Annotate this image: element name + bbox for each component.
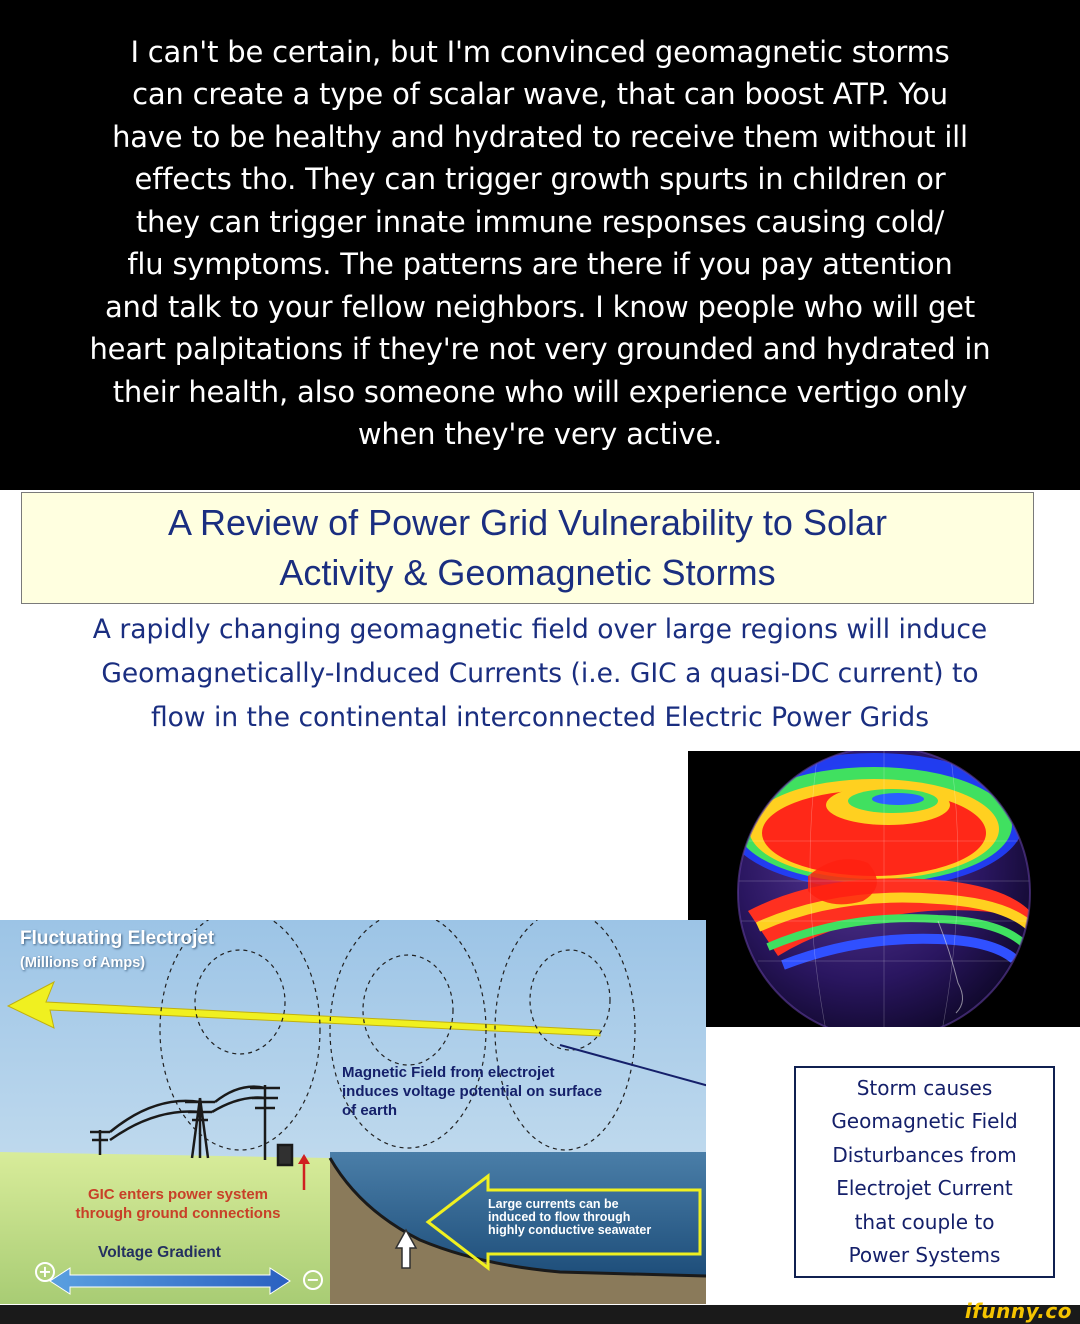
caption-text: I can't be certain, but I'm convinced geomagnetic storms can create a type of scalar wave, that can boost ATP. You have to be healthy and hydrated to receive them without ill effects tho. They can trigger growth spurts in children or they can trigger innate immune responses causing cold/ flu symptoms. The patterns are there if you pay attention and talk to your fellow neighbors. I know people who will get heart palpitations if they're not very grounded and hydrated in their health, also someone who will experience vertigo only when they're very active. (89, 34, 991, 451)
caption-block (0, 0, 1080, 490)
diagram-subtitle: (Millions of Amps) (20, 955, 146, 971)
storm-callout-text: Storm causes Geomagnetic Field Disturbances from Electrojet Current that couple to Power Systems (831, 1075, 1018, 1267)
storm-callout-box (794, 1066, 1055, 1278)
gic-note: GIC enters power system through ground connections (75, 1186, 281, 1222)
globe-graphic (688, 751, 1080, 1027)
diagram-title: Fluctuating Electrojet (20, 928, 215, 949)
electrojet-diagram (0, 920, 706, 1304)
slide-title-box (21, 492, 1034, 604)
magnetic-field-note: Magnetic Field from electrojet induces voltage potential on surface of earth (342, 1064, 603, 1119)
seawater-note: Large currents can be induced to flow through highly conductive seawater (488, 1197, 652, 1237)
slide-intro-text: A rapidly changing geomagnetic field over large regions will induce Geomagnetically-Induced Currents (i.e. GIC a quasi-DC current) to flow in the continental interconnected Electric Power Grids (92, 614, 988, 733)
ifunny-watermark: ifunny.co (964, 1299, 1072, 1323)
minus-icon: − (303, 1270, 323, 1290)
plus-icon: + (35, 1262, 55, 1282)
slide-title: A Review of Power Grid Vulnerability to Solar Activity & Geomagnetic Storms (168, 502, 887, 593)
globe-image (688, 751, 1080, 1027)
voltage-gradient-label: Voltage Gradient (98, 1244, 221, 1261)
footer-bar (0, 1305, 1080, 1324)
